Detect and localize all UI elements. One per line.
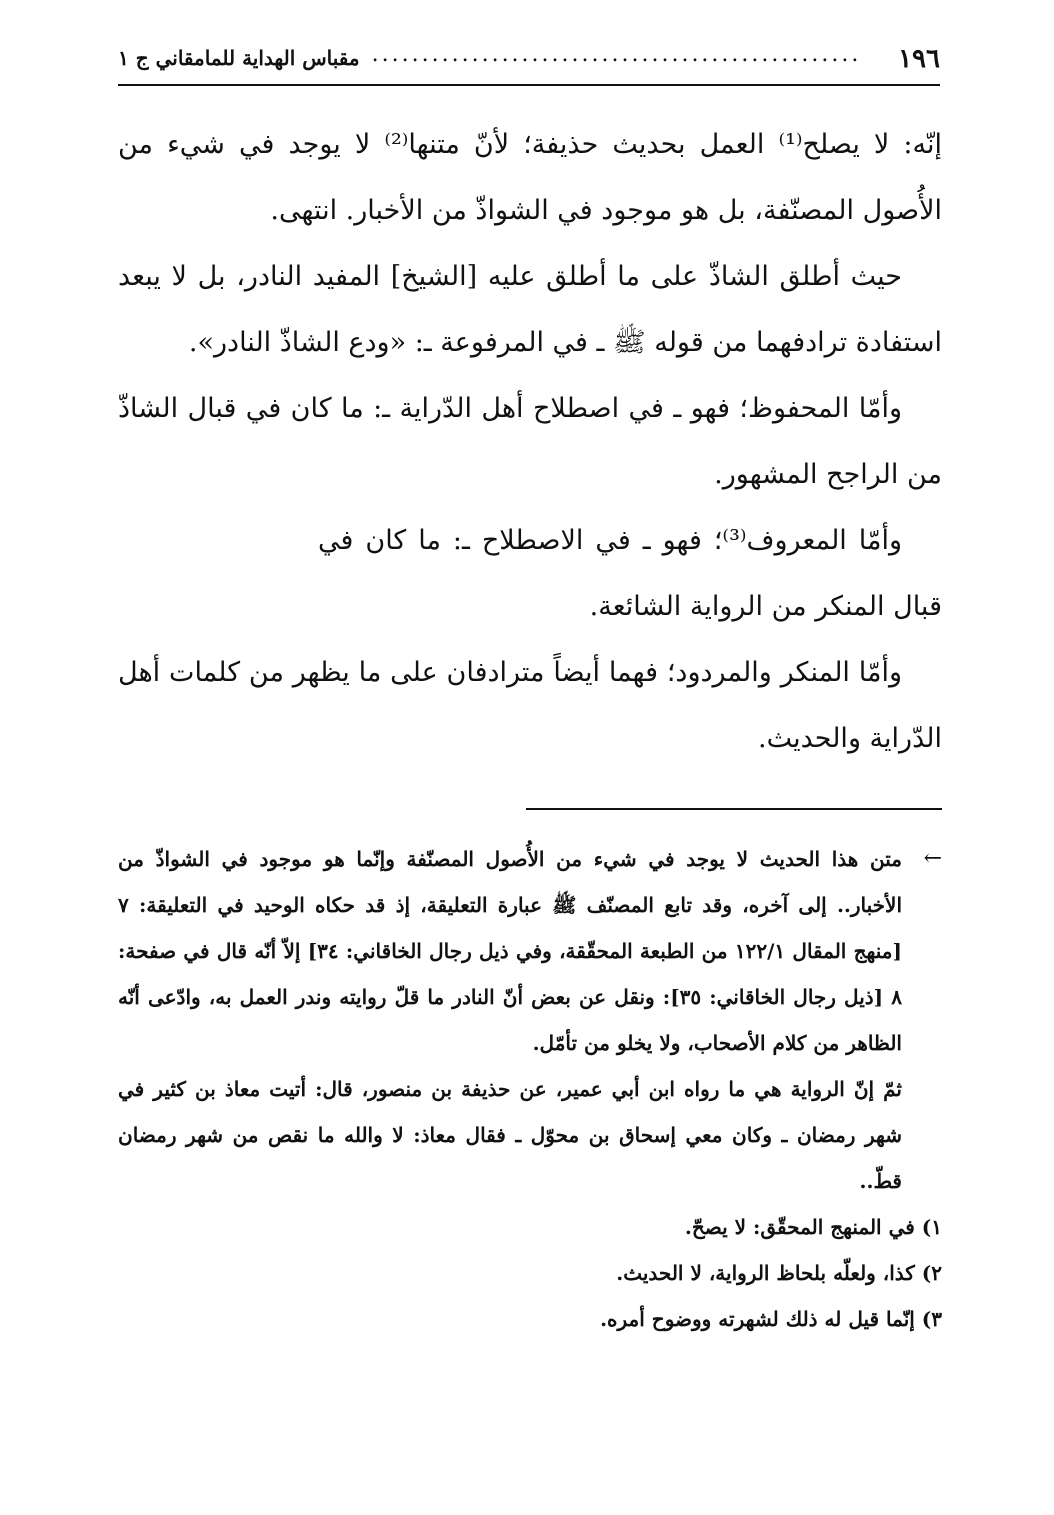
continuation-paragraph: متن هذا الحديث لا يوجد في شيء من الأُصول المصنّفة وإنّما هو موجود في الشواذّ من الأخبار.. إلى آخره، وقد تابع المصنّف ﷺ عبارة التعليقة، إذ قد حكاه الوحيد في التعليقة: ٧ [منهج المقال ١٢٢/١ من الطبعة المحقّقة، وفي ذيل رجال الخاقاني: ٣٤] إلاّ أنّه قال في صفحة: ٨ [ذيل رجال الخاقاني: ٣٥]: ونقل عن بعض أنّ النادر ما قلّ روايته وندر العمل به، وادّعى أنّه الظاهر من كلام الأصحاب، ولا يخلو من تأمّل. — [118, 847, 902, 1055]
paragraph: حيث أطلق الشاذّ على ما أطلق عليه [الشيخ] المفيد النادر، بل لا يبعد استفادة ترادفهما من قوله ﷺ ـ في المرفوعة ـ: «ودع الشاذّ النادر». — [118, 261, 942, 358]
continuation-paragraph: ثمّ إنّ الرواية هي ما رواه ابن أبي عمير، عن حذيفة بن منصور، قال: أتيت معاذ بن كثير في شهر رمضان ـ وكان معي إسحاق بن محوّل ـ فقال معاذ: لا والله ما نقص من شهر رمضان قطّ.. — [118, 1077, 902, 1193]
footnote-3: ٣) إنّما قيل له ذلك لشهرته ووضوح أمره. — [600, 1307, 942, 1331]
paragraph: وأمّا المعروف⁽³⁾؛ فهو ـ في الاصطلاح ـ: ما كان في قبال المنكر من الرواية الشائعة. — [318, 525, 942, 622]
footnote-continuation — [118, 836, 942, 1204]
paragraph: وأمّا المحفوظ؛ فهو ـ في اصطلاح أهل الدّراية ـ: ما كان في قبال الشاذّ من الراجح المشهور. — [118, 393, 942, 490]
main-text — [118, 112, 942, 772]
footnote-2: ٢) كذا، ولعلّه بلحاظ الرواية، لا الحديث. — [616, 1261, 942, 1285]
running-book-title: مقباس الهداية للمامقاني ج ١ — [118, 46, 360, 70]
footnote-divider — [526, 808, 942, 810]
continuation-arrow-icon: ← — [923, 846, 942, 871]
paragraph: وأمّا المنكر والمردود؛ فهما أيضاً مترادفان على ما يظهر من كلمات أهل الدّراية والحديث. — [118, 657, 942, 754]
footnotes — [118, 836, 942, 1342]
paragraph: إنّه: لا يصلح⁽¹⁾ العمل بحديث حذيفة؛ لأنّ متنها⁽²⁾ لا يوجد في شيء من الأُصول المصنّفة، بل هو موجود في الشواذّ من الأخبار. انتهى. — [118, 129, 942, 226]
footnote-1: ١) في المنهج المحقّق: لا يصحّ. — [684, 1215, 942, 1239]
header-leader-dots: ................................................. — [371, 42, 862, 67]
page-header — [118, 40, 940, 86]
page-number: ١٩٦ — [898, 44, 940, 74]
